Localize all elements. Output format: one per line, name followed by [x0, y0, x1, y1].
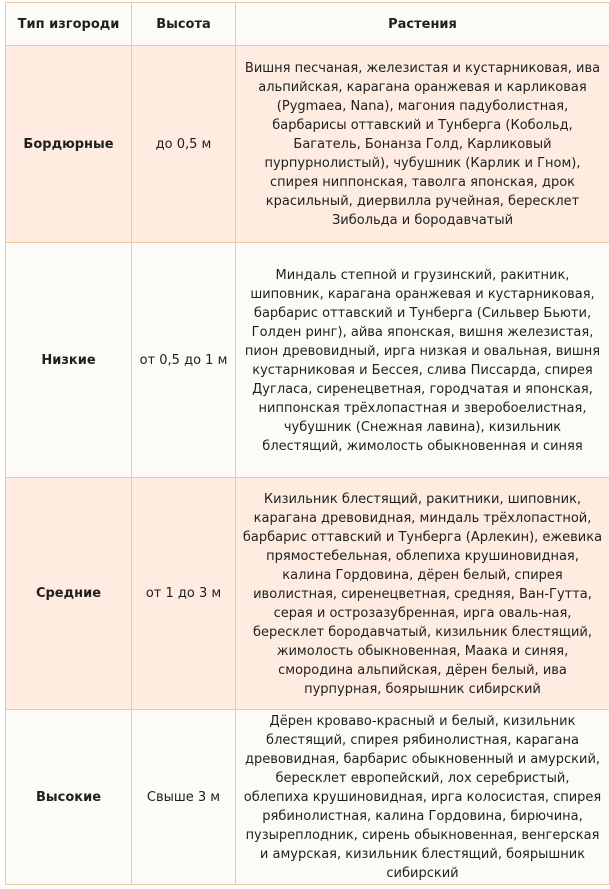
- hedge-type-cell: Высокие: [6, 710, 132, 885]
- table-body: [6, 46, 610, 885]
- hedge-plants-cell: Дёрен кроваво-красный и белый, кизильник блестящий, спирея рябинолистная, карагана древовидная, барбарис обыкновенный и амурский, бересклет европейский, лох серебристый, облепиха крушиновидная, ирга колосистая, спирея рябинолистная, калина Гордовина, бирючина, пузыреплодник, сирень обыкновенная, венгерская и амурская, кизильник блестящий, боярышник сибирский: [236, 710, 610, 885]
- hedge-type-cell: Низкие: [6, 243, 132, 478]
- header-height: Высота: [132, 3, 236, 46]
- header-plants: Растения: [236, 3, 610, 46]
- hedge-type-cell: Средние: [6, 478, 132, 710]
- table-row: [6, 46, 610, 243]
- hedge-plants-cell: Вишня песчаная, железистая и кустарниковая, ива альпийская, карагана оранжевая и карликовая (Pygmaea, Nana), магония падуболистная, барбарисы оттавский и Тунберга (Кобольд, Багатель, Бонанза Голд, Карликовый пурпурнолистый), чубушник (Карлик и Гном), спирея ниппонская, таволга японская, дрок красильный, диервилла ручейная, бересклет Зибольда и бородавчатый: [236, 46, 610, 243]
- table-row: [6, 243, 610, 478]
- hedge-height-cell: до 0,5 м: [132, 46, 236, 243]
- hedge-plants-cell: Кизильник блестящий, ракитники, шиповник, карагана древовидная, миндаль трёхлопастной, барбарис оттавский и Тунберга (Арлекин), ежевика прямостебельная, облепиха крушиновидная, калина Гордовина, дёрен белый, спирея иволистная, сиренецветная, средняя, Ван-Гутта, серая и острозазубренная, ирга оваль-ная, бересклет бородавчатый, кизильник блестящий, жимолость обыкновенная, Маака и синяя, смородина альпийская, дёрен белый, ива пурпурная, боярышник сибирский: [236, 478, 610, 710]
- hedge-height-cell: от 1 до 3 м: [132, 478, 236, 710]
- hedge-types-table: [5, 2, 610, 885]
- hedge-plants-cell: Миндаль степной и грузинский, ракитник, шиповник, карагана оранжевая и кустарниковая, барбарис оттавский и Тунберга (Сильвер Бьюти, Голден ринг), айва японская, вишня железистая, пион древовидный, ирга низкая и овальная, вишня кустарниковая и Бессея, слива Писсарда, спирея Дугласа, сиренецветная, городчатая и японская, ниппонская трёхлопастная и зверобоелистная, чубушник (Снежная лавина), кизильник блестящий, жимолость обыкновенная и синяя: [236, 243, 610, 478]
- table-header: [6, 3, 610, 46]
- table-row: [6, 710, 610, 885]
- table-row: [6, 478, 610, 710]
- header-row: [6, 3, 610, 46]
- hedge-height-cell: от 0,5 до 1 м: [132, 243, 236, 478]
- hedge-type-cell: Бордюрные: [6, 46, 132, 243]
- header-type: Тип изгороди: [6, 3, 132, 46]
- hedge-height-cell: Свыше 3 м: [132, 710, 236, 885]
